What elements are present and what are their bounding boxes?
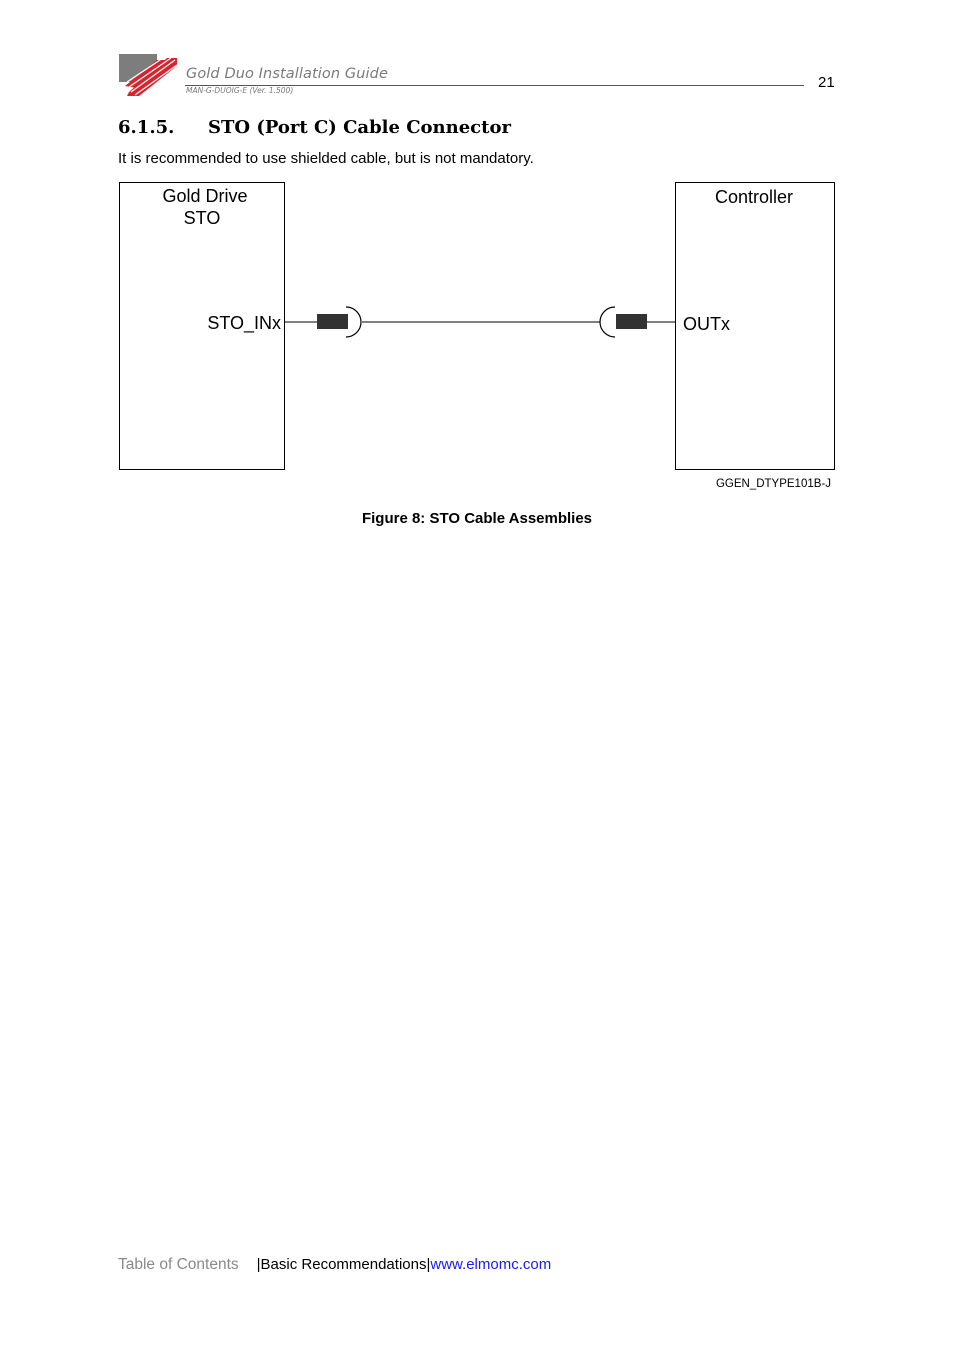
left-box-title-line1: Gold Drive bbox=[162, 186, 248, 206]
footer-website-link[interactable]: www.elmomc.com bbox=[430, 1256, 552, 1273]
drawing-id: GGEN_DTYPE101B-J bbox=[715, 478, 831, 490]
page-footer bbox=[118, 1256, 551, 1274]
section-title: STO (Port C) Cable Connector bbox=[208, 117, 511, 138]
sto-cable-diagram bbox=[110, 176, 850, 496]
left-connector-plug bbox=[317, 314, 348, 329]
right-box-title: Controller bbox=[714, 187, 794, 207]
document-title: Gold Duo Installation Guide bbox=[186, 66, 388, 82]
footer-separator: | bbox=[426, 1256, 431, 1273]
footer-section: Basic Recommendations bbox=[260, 1256, 427, 1273]
footer-toc-link[interactable]: Table of Contents bbox=[118, 1256, 239, 1273]
right-connector-shell-icon bbox=[600, 307, 615, 337]
document-code: MAN-G-DUOIG-E (Ver. 1.500) bbox=[186, 86, 294, 95]
left-connector-shell-icon bbox=[346, 307, 361, 337]
figure-caption: Figure 8: STO Cable Assemblies bbox=[361, 510, 593, 527]
section-number: 6.1.5. bbox=[118, 117, 175, 138]
elmo-logo-icon bbox=[117, 52, 179, 96]
right-connector-plug bbox=[616, 314, 647, 329]
page-number: 21 bbox=[818, 74, 835, 91]
right-pin-label: OUTx bbox=[683, 314, 730, 334]
footer-separator: | bbox=[256, 1256, 261, 1273]
left-box-title-line2: STO bbox=[183, 208, 221, 228]
intro-paragraph: It is recommended to use shielded cable, but is not mandatory. bbox=[118, 150, 534, 167]
left-pin-label: STO_INx bbox=[207, 313, 281, 333]
